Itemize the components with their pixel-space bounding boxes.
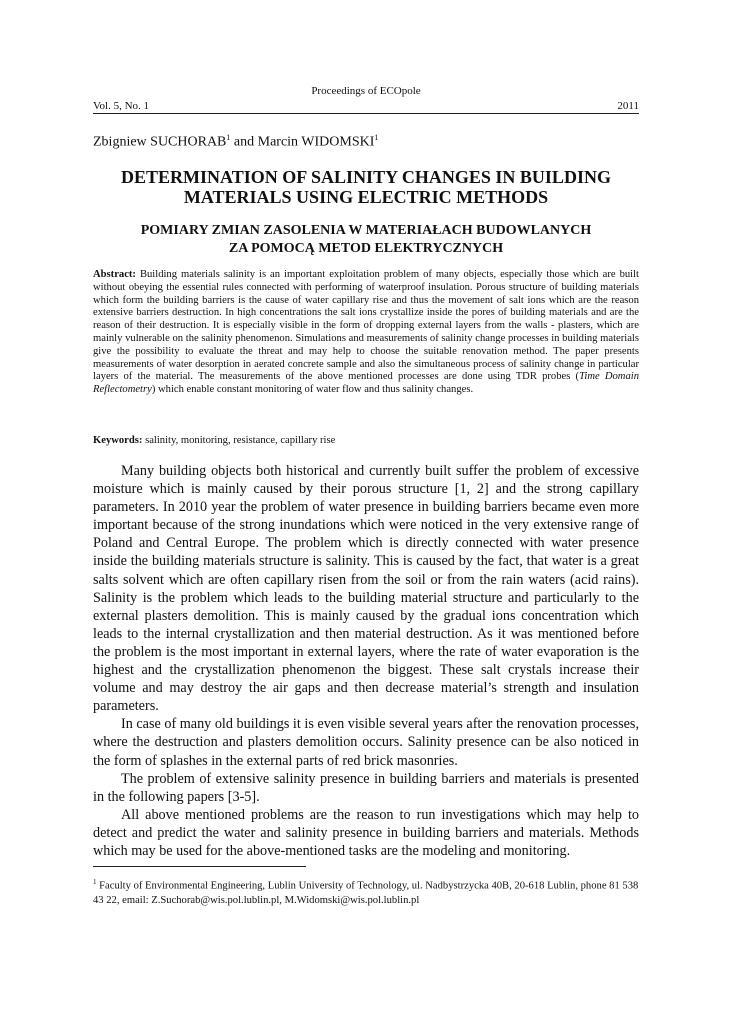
affiliation-mark-2: 1 [374, 133, 379, 142]
title-pl-line-2: ZA POMOCĄ METOD ELEKTRYCZNYCH [228, 241, 504, 256]
paper-title-english [93, 167, 639, 207]
title-pl-line-1: POMIARY ZMIAN ZASOLENIA W MATERIAŁACH BUDOWLANYCH [140, 223, 592, 238]
paper-title-polish [93, 222, 639, 258]
footnote-mark: 1 [93, 878, 97, 886]
body-paragraph-4: All above mentioned problems are the reason to run investigations which may help to detect and predict the water and salinity presence in building barriers and materials. Methods which may be used for the above-mentioned tasks are the modeling and monitoring. [93, 806, 639, 859]
affiliation-mark-1: 1 [226, 133, 231, 142]
keywords-text: salinity, monitoring, resistance, capillary rise [142, 435, 336, 446]
body-paragraph-2: In case of many old buildings it is even visible several years after the renovation processes, where the destruction and plasters demolition occurs. Salinity presence can be also noticed in the form of splashes in the external parts of red brick masonries. [93, 716, 639, 769]
footnote-text: Faculty of Environmental Engineering, Lublin University of Technology, ul. Nadbystrzycka 40B, 20-618 Lublin, phone 81 538 43 22, email: Z.Suchorab@wis.pol.lublin.pl, M.Widomski@wis.pol.lublin.pl [93, 880, 639, 906]
abstract-text-a: Building materials salinity is an important exploitation problem of many objects, especially those which are built without obeying the essential rules connected with performing of waterproof insulation. Porous structure of building materials which form the building barriers is the cause of water capillary rise and thus the movement of salt ions which are the reason extensive barriers destruction. In high concentrations the salt ions crystallize inside the pores of building materials and are the reason of their destruction. It is especially visible in the form of dropping external layers from the walls - plasters, which are mainly vulnerable on the salinity phenomenon. Simulations and measurements of salinity change processes in building materials give the possibility to evaluate the threat and may help to choose the suitable renovation method. The paper presents measurements of water desorption in aerated concrete sample and also the simultaneous process of salinity change in particular layers of the material. The measurements of the above mentioned processes are done using TDR probes ( [93, 269, 639, 383]
year-label: 2011 [617, 100, 639, 112]
abstract-label: Abstract: [93, 269, 136, 280]
author-1: Zbigniew SUCHORAB [93, 134, 227, 150]
volume-label: Vol. 5, No. 1 [93, 100, 150, 112]
abstract-text-b: ) which enable constant monitoring of water flow and thus salinity changes. [151, 384, 474, 396]
title-en-line-1: DETERMINATION OF SALINITY CHANGES IN BUILDING [121, 167, 611, 187]
keywords [93, 435, 639, 446]
author-line [93, 133, 378, 151]
footnote-divider [93, 866, 306, 867]
footnote [93, 875, 639, 908]
abstract [93, 269, 639, 397]
body-text [93, 462, 639, 860]
body-paragraph-3: The problem of extensive salinity presence in building barriers and materials is presented in the following papers [3-5]. [93, 770, 639, 805]
abstract-text-italic: Time Domain Reflectometry [93, 371, 639, 396]
body-paragraph-1: Many building objects both historical and currently built suffer the problem of excessive moisture which is mainly caused by their porous structure [1, 2] and the strong capillary parameters. In 2010 year the problem of water presence in building barriers became even more important because of the strong inundations which were noticed in the very extensive range of Poland and Central Europe. The problem which is directly connected with water presence inside the building materials structure is salinity. This is caused by the fact, that water is a great salts solvent which are often capillary risen from the soil or from the rain waters (acid rains). Salinity is the problem which leads to the building material structure and particularly to the external plasters demolition. This is mainly caused by the gradual ions concentration which leads to the internal crystallization and then material destruction. As it was mentioned before the problem is the most important in external layers, where the rate of water evaporation is the highest and the crystallization phenomenon the biggest. These salt crystals increase their volume and may destroy the air gaps and then decrease material’s strength and insulation parameters. [93, 463, 639, 715]
keywords-label: Keywords: [93, 435, 143, 446]
title-en-line-2: MATERIALS USING ELECTRIC METHODS [183, 187, 549, 207]
journal-name: Proceedings of ECOpole [311, 85, 421, 97]
author-2: and Marcin WIDOMSKI [230, 134, 375, 150]
volume-row [93, 100, 639, 114]
